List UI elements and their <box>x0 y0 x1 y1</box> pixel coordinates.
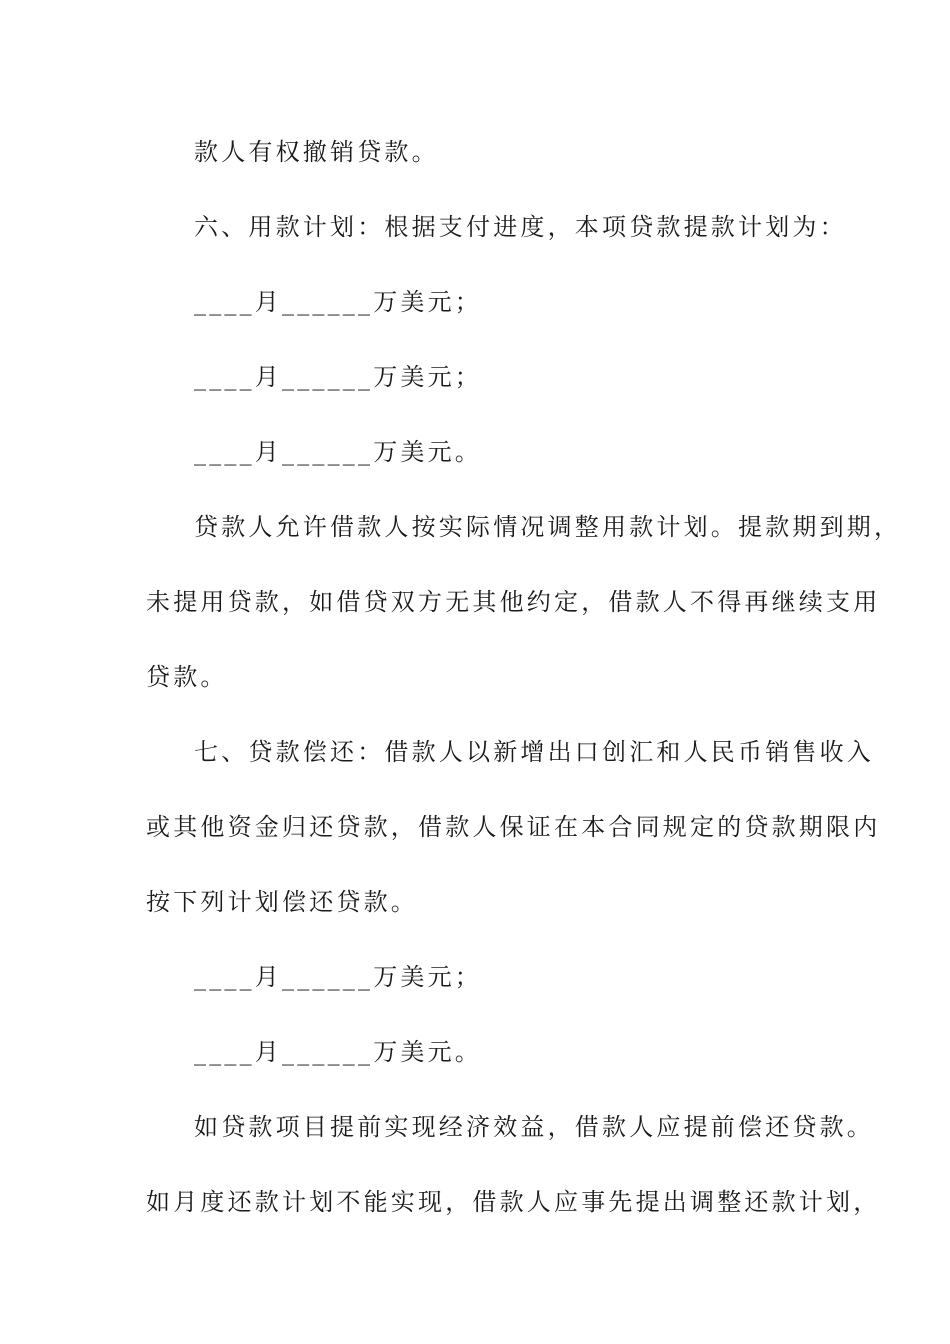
paragraph-line: 如贷款项目提前实现经济效益，借款人应提前偿还贷款。 <box>194 1113 874 1141</box>
drawdown-entry: ____月______万美元； <box>194 363 482 391</box>
section-heading-repayment: 七、贷款偿还：借款人以新增出口创汇和人民币销售收入 <box>194 738 874 766</box>
paragraph-line: 款人有权撤销贷款。 <box>194 138 439 166</box>
paragraph-line: 未提用贷款，如借贷双方无其他约定，借款人不得再继续支用 <box>146 588 881 616</box>
paragraph-line: 贷款。 <box>146 663 228 691</box>
section-heading-drawdown-plan: 六、用款计划：根据支付进度，本项贷款提款计划为： <box>194 213 847 241</box>
paragraph-line: 按下列计划偿还贷款。 <box>146 888 418 916</box>
drawdown-entry: ____月______万美元。 <box>194 438 482 466</box>
paragraph-line: 或其他资金归还贷款，借款人保证在本合同规定的贷款期限内 <box>146 813 881 841</box>
drawdown-entry: ____月______万美元； <box>194 288 482 316</box>
repayment-entry: ____月______万美元； <box>194 963 482 991</box>
paragraph-line: 如月度还款计划不能实现，借款人应事先提出调整还款计划， <box>146 1188 881 1216</box>
paragraph-line: 贷款人允许借款人按实际情况调整用款计划。提款期到期， <box>194 513 902 541</box>
repayment-entry: ____月______万美元。 <box>194 1038 482 1066</box>
